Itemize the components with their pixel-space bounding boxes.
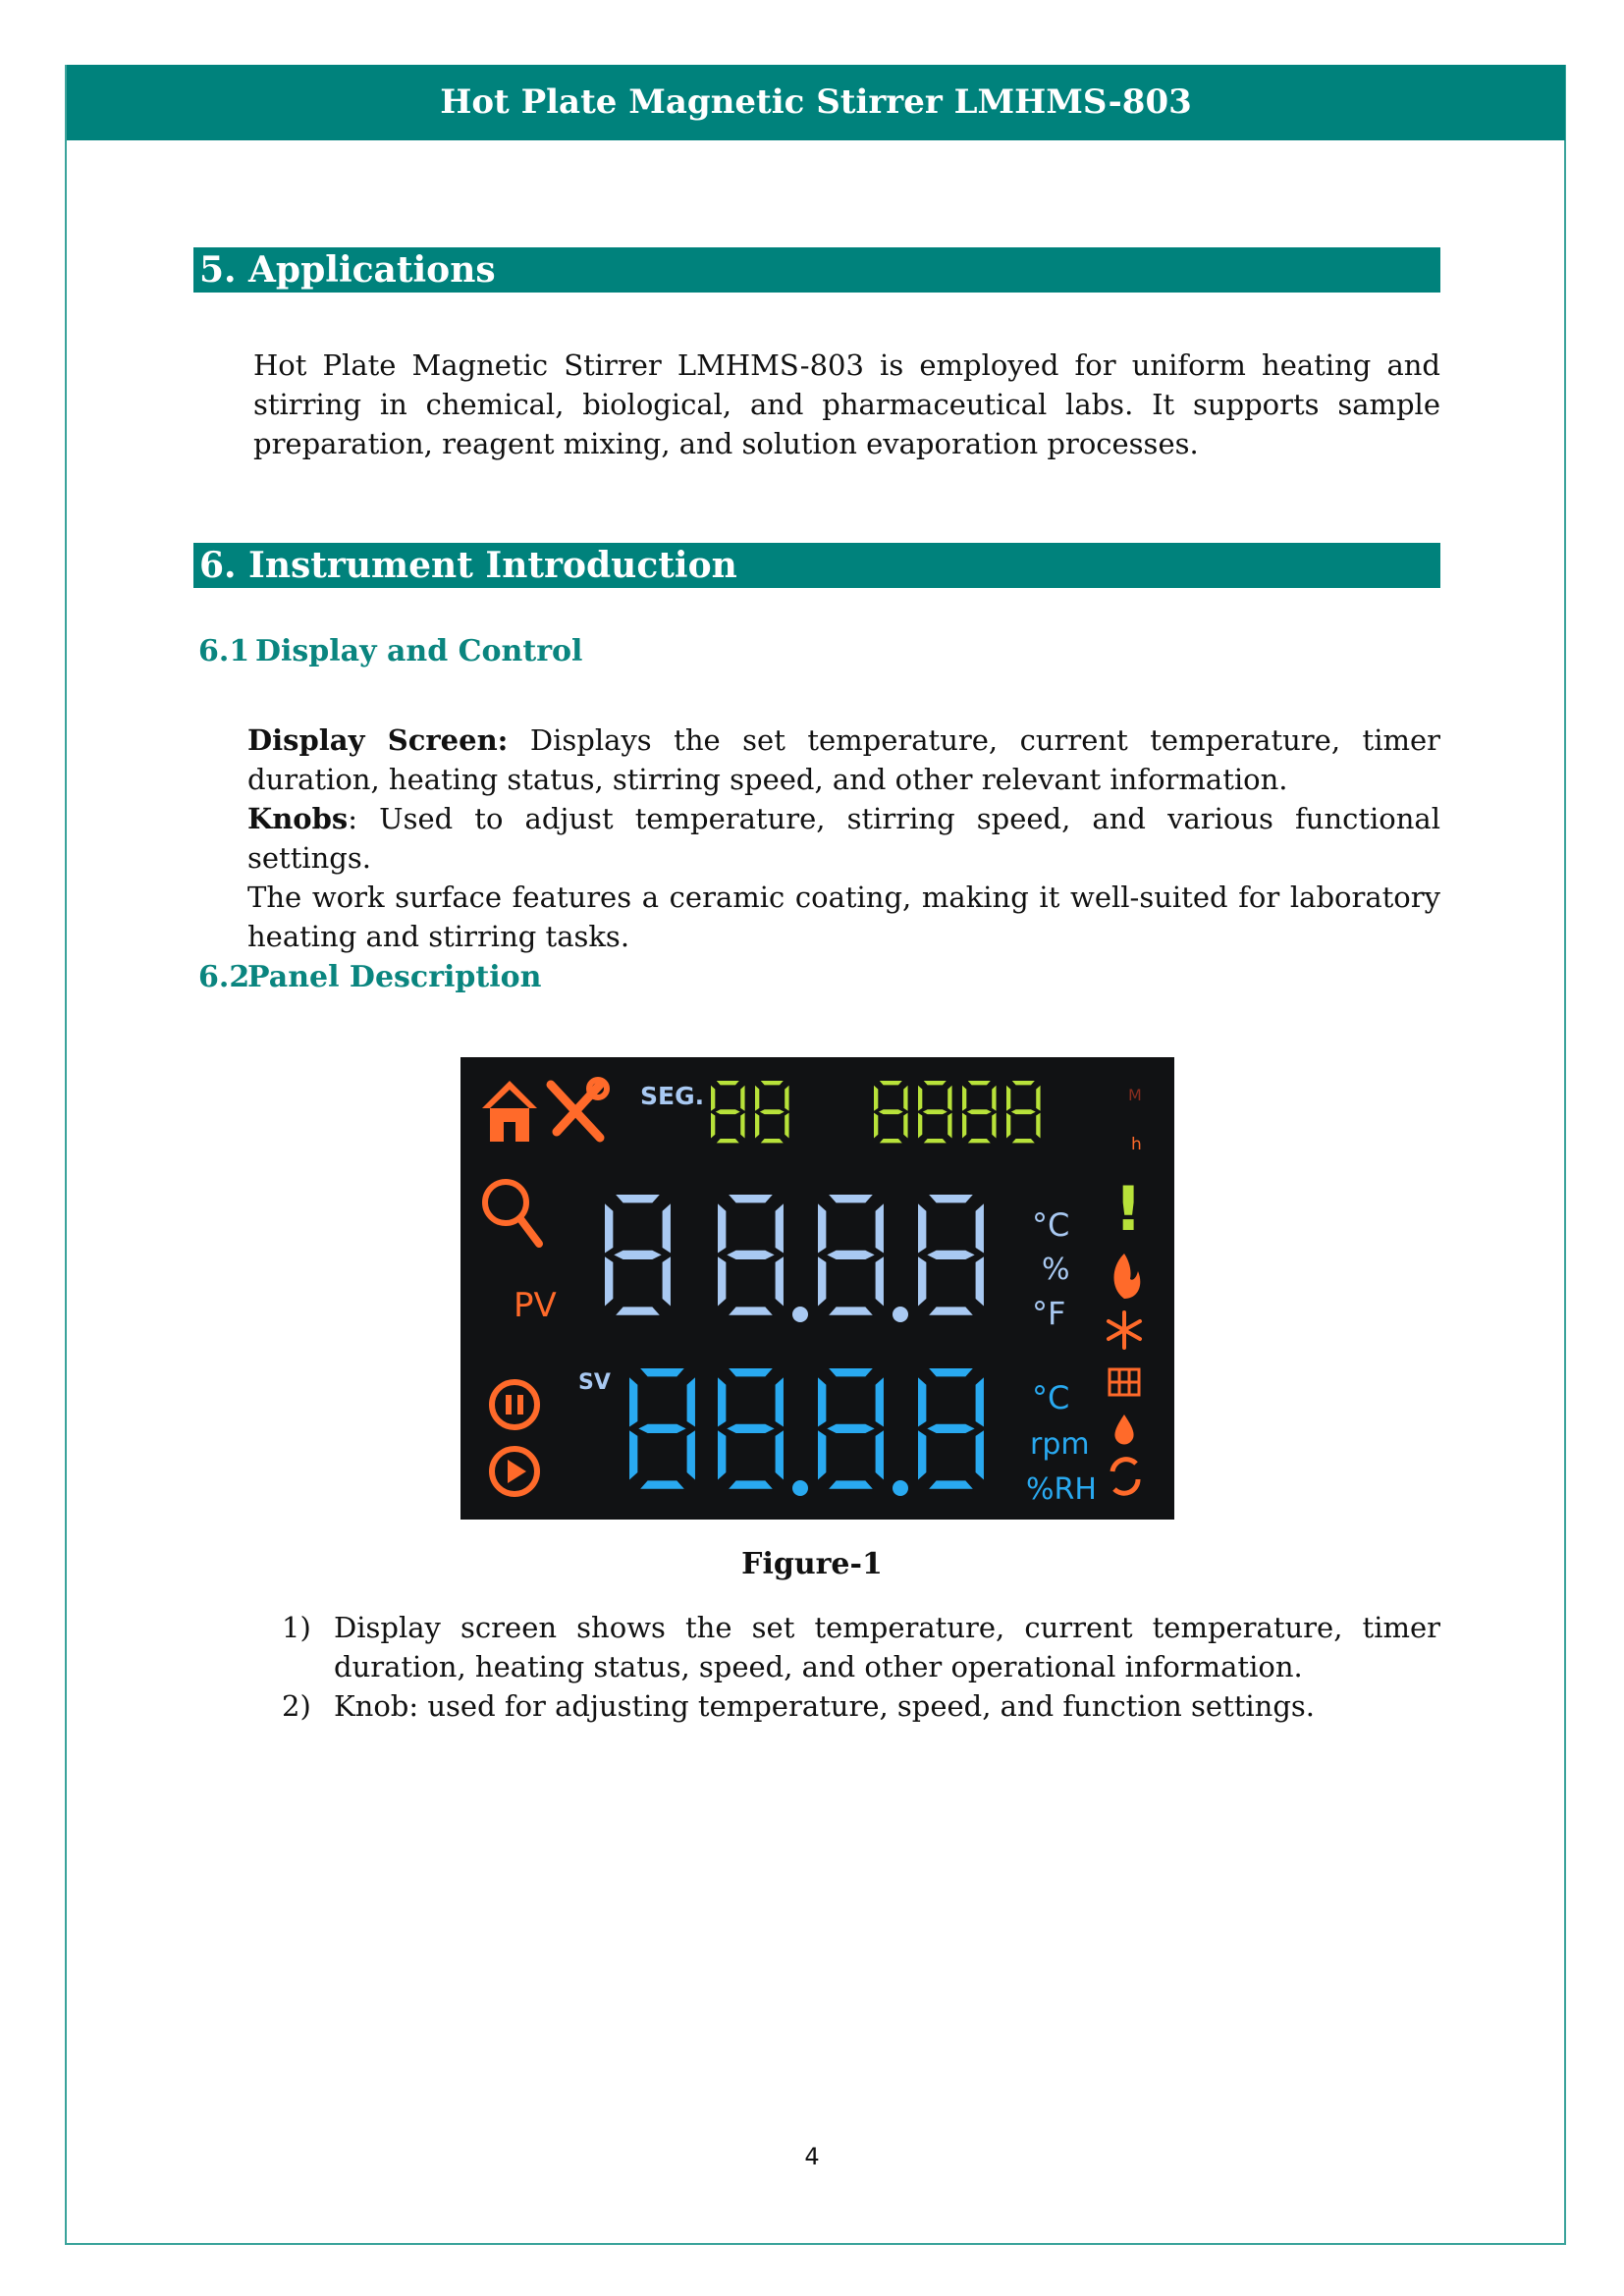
top-left-digits: [711, 1081, 789, 1143]
knobs-description: : Used to adjust temperature, stirring speed, and various functional settings.: [247, 802, 1440, 875]
tools-icon: [551, 1080, 607, 1138]
seg-label: SEG.: [640, 1082, 705, 1110]
cycle-icon: [1112, 1460, 1138, 1494]
unit-h: h: [1131, 1135, 1142, 1154]
page-header: Hot Plate Magnetic Stirrer LMHMS-803: [67, 65, 1565, 140]
lcd-display-figure: [460, 1057, 1174, 1520]
pause-icon: [492, 1382, 537, 1427]
search-icon: [485, 1182, 539, 1244]
subsection-6-2-heading: [198, 960, 541, 994]
applications-paragraph: Hot Plate Magnetic Stirrer LMHMS-803 is employed for uniform heating and stirring in chemical, biological, and pharmaceutical labs. It supports sample preparation, reagent mixing, and solution evaporation processes.: [253, 348, 1440, 460]
pv-unit-percent: %: [1042, 1253, 1070, 1287]
heating-flame-icon: [1114, 1254, 1141, 1299]
work-surface-paragraph: The work surface features a ceramic coating, making it well-suited for laboratory heating and stirring tasks.: [247, 881, 1440, 953]
sv-label: SV: [578, 1370, 611, 1395]
top-right-digits: [874, 1081, 1041, 1143]
sv-unit-humidity: %RH: [1026, 1472, 1097, 1507]
display-control-text: [247, 721, 1440, 956]
panel-description-list: [282, 1608, 1440, 1726]
pv-unit-fahrenheit: °F: [1032, 1295, 1066, 1332]
list-item: [282, 1608, 1440, 1686]
grid-icon: [1110, 1369, 1139, 1395]
section-5-heading: [193, 247, 1440, 293]
display-screen-paragraph: [247, 721, 1440, 799]
sv-digits: [629, 1368, 984, 1496]
section-6-number: 6.: [199, 545, 237, 586]
sv-unit-rpm: rpm: [1030, 1427, 1090, 1462]
play-icon: [492, 1449, 537, 1494]
pv-unit-celsius: °C: [1032, 1206, 1070, 1244]
sv-unit-celsius: °C: [1032, 1379, 1070, 1416]
figure-caption: Figure-1: [741, 1547, 883, 1581]
section-5-title: Applications: [248, 249, 496, 291]
alert-icon: !: [1114, 1173, 1143, 1245]
home-icon: [482, 1081, 537, 1142]
section-6-title: Instrument Introduction: [248, 545, 737, 586]
display-screen-description: Displays the set temperature, current temperature, timer duration, heating status, stirring speed, and other relevant information.: [247, 723, 1440, 796]
list-item: [282, 1686, 1440, 1726]
subsection-6-1-title: Display and Control: [255, 634, 583, 668]
subsection-6-1-number: 6.1: [198, 634, 250, 668]
list-item-text: Display screen shows the set temperature, current temperature, timer duration, heating status, speed, and other operational information.: [334, 1611, 1440, 1683]
knobs-paragraph: [247, 799, 1440, 878]
subsection-6-1-heading: [198, 634, 582, 668]
list-item-text: Knob: used for adjusting temperature, speed, and function settings.: [334, 1689, 1316, 1723]
unit-m: M: [1128, 1086, 1142, 1104]
water-drop-icon: [1114, 1415, 1133, 1445]
pv-label: PV: [514, 1286, 557, 1325]
knobs-label: Knobs: [247, 802, 349, 835]
pv-digits: [605, 1195, 984, 1322]
display-screen-label: Display Screen:: [247, 723, 509, 757]
section-6-heading: [193, 543, 1440, 588]
subsection-6-2-title: Panel Description: [247, 960, 542, 994]
subsection-6-2-number: 6.2: [198, 960, 250, 994]
list-marker: 1): [282, 1611, 311, 1644]
cooling-snowflake-icon: [1109, 1312, 1140, 1348]
list-marker: 2): [282, 1689, 311, 1723]
section-5-number: 5.: [199, 249, 237, 291]
page-number: 4: [804, 2143, 820, 2170]
